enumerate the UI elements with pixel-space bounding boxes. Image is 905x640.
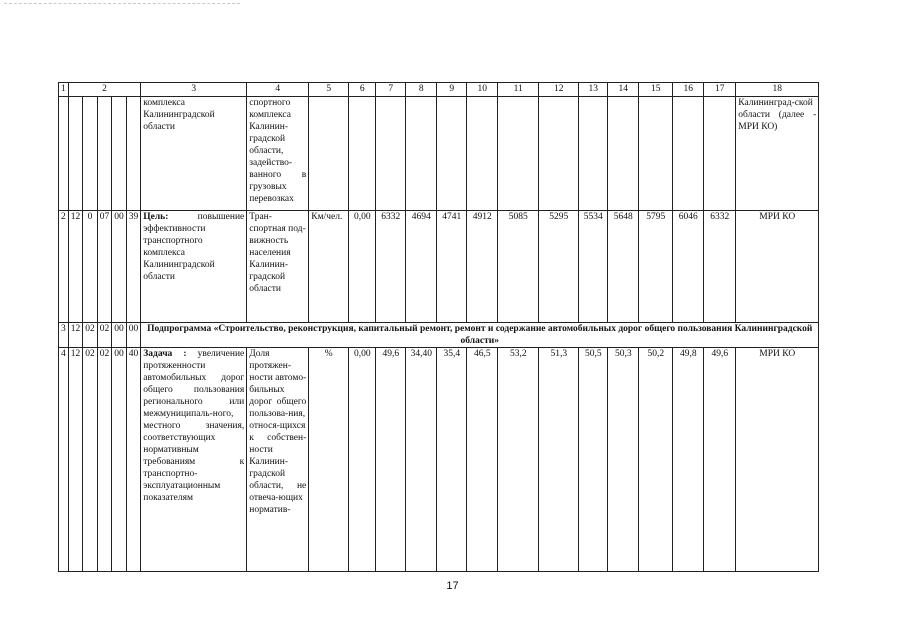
table-cell [68, 97, 83, 211]
name-cell: комплекса Калининградской области [141, 97, 247, 211]
value-cell: 50,2 [639, 348, 673, 572]
table-cell [406, 97, 437, 211]
header-cell: 14 [608, 83, 639, 97]
table-cell [639, 97, 673, 211]
table-cell [498, 97, 539, 211]
value-cell: 4741 [437, 211, 467, 323]
unit-cell: % [309, 348, 349, 572]
code-cell: 07 [97, 211, 112, 323]
indicators-table [58, 82, 819, 572]
header-cell: 3 [141, 83, 247, 97]
responsible-cell: МРИ КО [736, 348, 819, 572]
table-row-task [59, 348, 819, 572]
goal-label: Цель: [143, 212, 169, 222]
value-cell: 0,00 [349, 211, 376, 323]
value-cell: 5648 [608, 211, 639, 323]
header-cell: 17 [704, 83, 736, 97]
header-cell: 11 [498, 83, 539, 97]
table-cell [579, 97, 608, 211]
subprogram-title: Подпрограмма «Строительство, реконструкция, капитальный ремонт, ремонт и содержание автомобильных дорог общего пользования Калининградской области» [141, 323, 819, 348]
header-cell: 2 [68, 83, 141, 97]
code-cell: 12 [68, 211, 83, 323]
header-cell: 13 [579, 83, 608, 97]
code-cell: 00 [112, 323, 127, 348]
code-cell: 40 [126, 348, 141, 572]
table-cell [83, 97, 98, 211]
row-number: 4 [59, 348, 69, 572]
table-cell [608, 97, 639, 211]
table-cell [539, 97, 579, 211]
header-cell: 7 [376, 83, 406, 97]
table-cell [673, 97, 704, 211]
header-cell: 16 [673, 83, 704, 97]
table-cell [112, 97, 127, 211]
indicator-cell: Доля протяжен-ности автомо-бильных дорог общего пользова-ния, относя-щихся к собствен-ности Калинин-градской области, не отвеча-ющих норматив- [247, 348, 309, 572]
header-cell: 4 [247, 83, 309, 97]
responsible-cell: Калининград-ской области (далее - МРИ КО) [736, 97, 819, 211]
table-cell [704, 97, 736, 211]
task-text: увеличение протяженности автомобильных дорог общего пользования регионального или межмуниципаль-ного, местного значения, соответствующих нормативным требованиям к транспортно-эксплуатационным показателям [143, 349, 245, 503]
table-cell [309, 97, 349, 211]
name-cell [141, 211, 247, 323]
code-cell: 00 [112, 211, 127, 323]
code-cell: 00 [126, 323, 141, 348]
value-cell: 49,6 [704, 348, 736, 572]
row-number: 3 [59, 323, 69, 348]
value-cell: 0,00 [349, 348, 376, 572]
header-cell: 18 [736, 83, 819, 97]
value-cell: 4912 [467, 211, 498, 323]
value-cell: 34,40 [406, 348, 437, 572]
header-cell: 5 [309, 83, 349, 97]
code-cell: 39 [126, 211, 141, 323]
code-cell: 12 [68, 323, 83, 348]
value-cell: 49,8 [673, 348, 704, 572]
table-cell [376, 97, 406, 211]
code-cell: 0 [83, 211, 98, 323]
value-cell: 46,5 [467, 348, 498, 572]
code-cell: 00 [112, 348, 127, 572]
table-cell [126, 97, 141, 211]
task-label: Задача : [143, 349, 187, 359]
header-cell: 6 [349, 83, 376, 97]
header-row [59, 83, 819, 97]
value-cell: 5795 [639, 211, 673, 323]
header-cell: 9 [437, 83, 467, 97]
indicator-cell: Тран-спортная под-вижность населения Калинин-градской области [247, 211, 309, 323]
value-cell: 5534 [579, 211, 608, 323]
value-cell: 4694 [406, 211, 437, 323]
table-cell [97, 97, 112, 211]
header-cell: 10 [467, 83, 498, 97]
code-cell: 02 [83, 323, 98, 348]
header-cell: 12 [539, 83, 579, 97]
value-cell: 6046 [673, 211, 704, 323]
table-row-goal [59, 211, 819, 323]
value-cell: 5295 [539, 211, 579, 323]
indicator-cell: спортного комплекса Калинин-градской области, задейство-ванного в грузовых перевозках [247, 97, 309, 211]
value-cell: 5085 [498, 211, 539, 323]
unit-cell: Км/чел. [309, 211, 349, 323]
responsible-cell: МРИ КО [736, 211, 819, 323]
value-cell: 49,6 [376, 348, 406, 572]
value-cell: 6332 [376, 211, 406, 323]
table-cell [467, 97, 498, 211]
value-cell: 51,3 [539, 348, 579, 572]
code-cell: 02 [83, 348, 98, 572]
page-number: 17 [446, 580, 459, 592]
table-cell [59, 97, 69, 211]
table-row-continued [59, 97, 819, 211]
header-cell: 1 [59, 83, 69, 97]
code-cell: 02 [97, 323, 112, 348]
table-cell [349, 97, 376, 211]
goal-text: повышение эффективности транспортного комплекса Калининградской области [143, 212, 245, 282]
header-cell: 15 [639, 83, 673, 97]
table-cell [437, 97, 467, 211]
code-cell: 02 [97, 348, 112, 572]
code-cell: 12 [68, 348, 83, 572]
value-cell: 35,4 [437, 348, 467, 572]
header-cell: 8 [406, 83, 437, 97]
value-cell: 53,2 [498, 348, 539, 572]
name-cell [141, 348, 247, 572]
value-cell: 50,3 [608, 348, 639, 572]
table-row-subprogram [59, 323, 819, 348]
value-cell: 50,5 [579, 348, 608, 572]
value-cell: 6332 [704, 211, 736, 323]
scan-artifact-line [4, 3, 240, 4]
row-number: 2 [59, 211, 69, 323]
